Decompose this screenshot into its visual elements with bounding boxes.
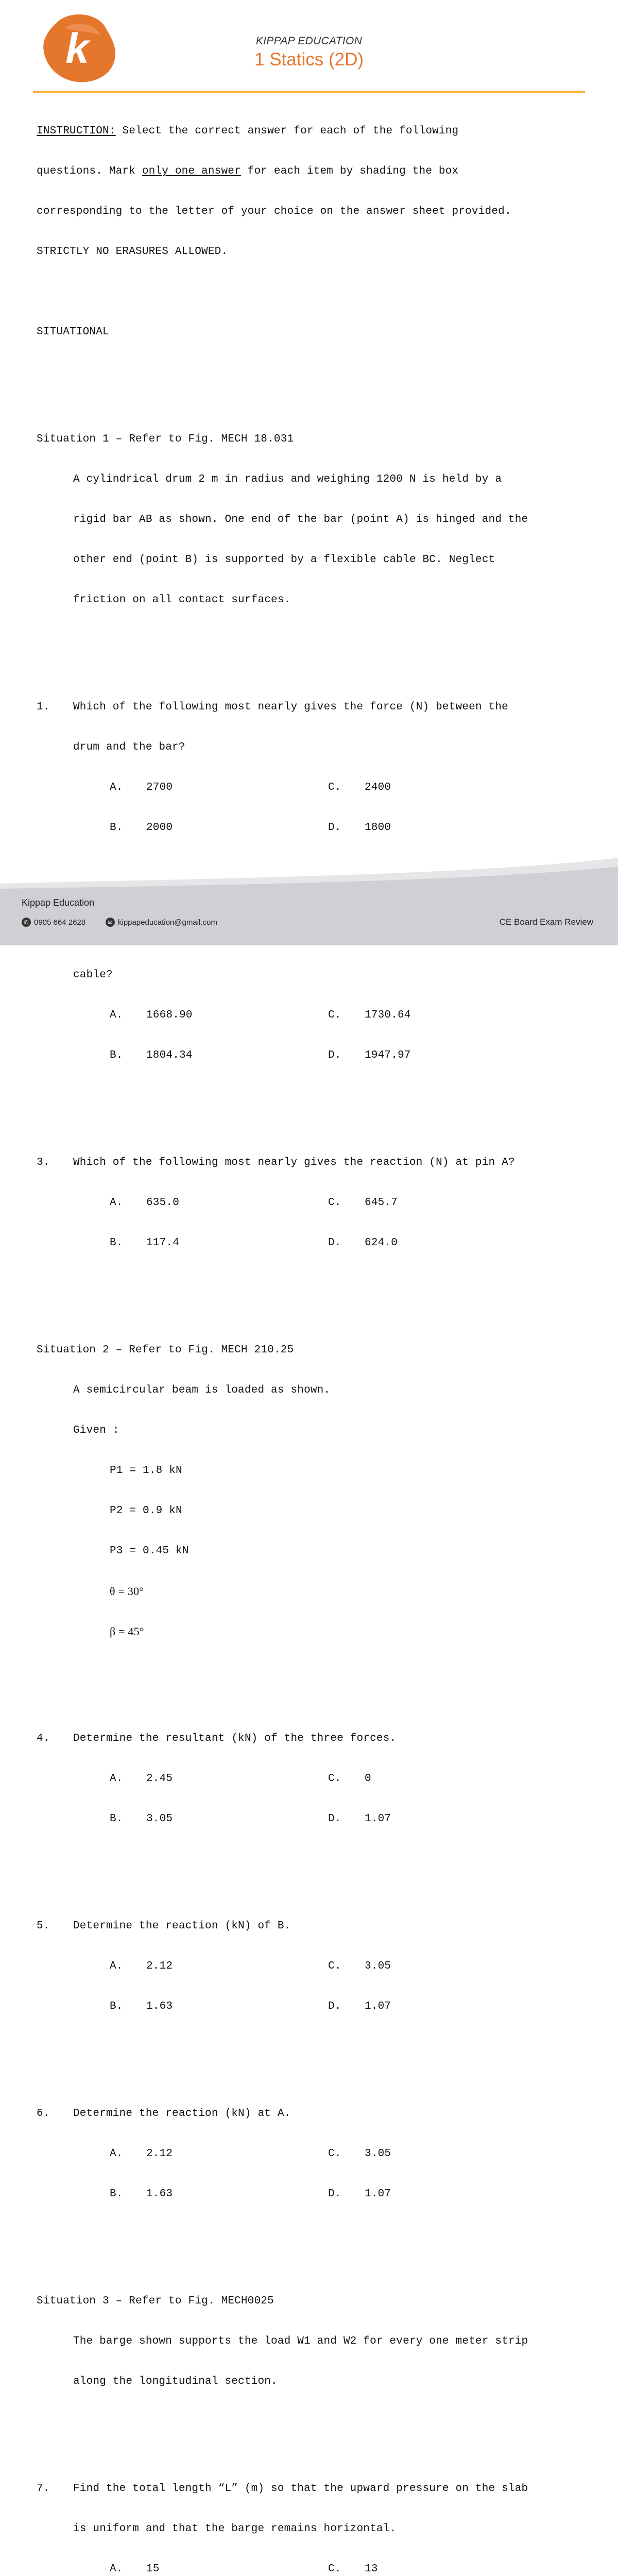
given-theta: θ = 30°: [110, 1585, 144, 1598]
question-number: 5.: [37, 1920, 50, 1932]
choice-a: A. 2700: [110, 782, 173, 793]
given-value: P2 = 0.9 kN: [110, 1505, 182, 1517]
instruction-text: for each item by shading the box: [241, 165, 459, 177]
choice-d: D. 1800: [328, 822, 391, 834]
choice-d: D. 1.07: [328, 2188, 391, 2200]
footer-org: Kippap Education: [22, 897, 95, 908]
instruction-text: corresponding to the letter of your choice on the answer sheet provided.: [37, 206, 511, 217]
given-value: P3 = 0.45 kN: [110, 1545, 189, 1557]
logo-letter: k: [65, 25, 89, 72]
situation-text: A semicircular beam is loaded as shown.: [73, 1384, 331, 1396]
question-text: Determine the reaction (kN) of B.: [73, 1920, 291, 1932]
situation-heading: Situation 1 – Refer to Fig. MECH 18.031: [37, 433, 294, 445]
choice-c: C. 2400: [328, 782, 391, 793]
choice-a: A. 15: [110, 2563, 160, 2575]
situation-text: A cylindrical drum 2 m in radius and weighing 1200 N is held by a: [73, 473, 502, 485]
footer-tagline: CE Board Exam Review: [499, 917, 593, 927]
situation-text: The barge shown supports the load W1 and W2 for every one meter strip: [73, 2335, 528, 2347]
choice-a: A. 1668.90: [110, 1009, 193, 1021]
situation-text: along the longitudinal section.: [73, 2376, 278, 2387]
question-text: Find the total length “L” (m) so that the upward pressure on the slab: [73, 2483, 528, 2495]
choice-row: [37, 1812, 588, 1826]
situation-heading: Situation 3 – Refer to Fig. MECH0025: [37, 2295, 274, 2307]
given-value: P1 = 1.8 kN: [110, 1465, 182, 1477]
choice-d: D. 1.07: [328, 2001, 391, 2012]
situation-heading: Situation 2 – Refer to Fig. MECH 210.25: [37, 1344, 294, 1356]
question-number: 6.: [37, 2108, 50, 2120]
instruction-text: STRICTLY NO ERASURES ALLOWED.: [37, 246, 228, 258]
question-number: 7.: [37, 2483, 50, 2495]
choice-a: A. 635.0: [110, 1197, 180, 1209]
choice-c: C. 3.05: [328, 1960, 391, 1972]
instruction-label: INSTRUCTION:: [37, 125, 116, 137]
choice-c: C. 0: [328, 1773, 371, 1785]
question-text: Determine the resultant (kN) of the three forces.: [73, 1733, 397, 1744]
question: [37, 2107, 588, 2121]
instruction-text: questions. Mark: [37, 165, 142, 177]
question-text: Determine the reaction (kN) at A.: [73, 2108, 291, 2120]
instruction-text: Select the correct answer for each of the following: [115, 125, 459, 137]
choice-row: [37, 2188, 588, 2201]
question-number: 4.: [37, 1733, 50, 1744]
choice-c: C. 645.7: [328, 1197, 398, 1209]
choice-a: A. 2.45: [110, 1773, 173, 1785]
choice-row: [37, 1196, 588, 1210]
situation-text: friction on all contact surfaces.: [73, 594, 291, 606]
header-divider: [33, 91, 585, 93]
question: [37, 1920, 588, 1933]
choice-row: [37, 1009, 588, 1022]
situation-text: other end (point B) is supported by a flexible cable BC. Neglect: [73, 554, 495, 566]
given-beta: β = 45°: [110, 1625, 144, 1638]
question-text: drum and the bar?: [73, 741, 185, 753]
choice-b: B. 117.4: [110, 1237, 180, 1249]
question: [37, 2482, 588, 2496]
choice-d: D. 1947.97: [328, 1049, 411, 1061]
situation-text: rigid bar AB as shown. One end of the bar (point A) is hinged and the: [73, 514, 528, 526]
choice-d: D. 1.07: [328, 1813, 391, 1825]
choice-b: B. 1.63: [110, 2188, 173, 2200]
choice-row: [37, 2563, 588, 2576]
section-label: SITUATIONAL: [37, 326, 109, 338]
choice-d: D. 624.0: [328, 1237, 398, 1249]
choice-row: [37, 1960, 588, 1973]
page-title: 1 Statics (2D): [254, 49, 364, 70]
exam-content: [37, 98, 588, 2576]
choice-row: [37, 821, 588, 835]
question-number: 3.: [37, 1157, 50, 1168]
kippap-logo: [41, 12, 118, 84]
question-text: Which of the following most nearly gives the reaction (N) at pin A?: [73, 1157, 515, 1168]
phone-icon: ✆: [22, 918, 31, 927]
mail-icon: ✉: [106, 918, 115, 927]
choice-b: B. 1804.34: [110, 1049, 193, 1061]
choice-c: C. 13: [328, 2563, 378, 2575]
choice-b: B. 2000: [110, 822, 173, 834]
choice-row: [37, 1049, 588, 1062]
instruction-emphasis: only one answer: [142, 165, 241, 177]
footer-phone: ✆ 0905 664 2628: [22, 918, 85, 927]
question: [37, 1732, 588, 1745]
choice-row: [37, 2000, 588, 2013]
choice-c: C. 1730.64: [328, 1009, 411, 1021]
choice-row: [37, 781, 588, 794]
choice-row: [37, 1236, 588, 1250]
choice-b: B. 1.63: [110, 2001, 173, 2012]
choice-row: [37, 2147, 588, 2161]
brand-name: KIPPAP EDUCATION: [255, 35, 363, 47]
brand-header: [203, 35, 415, 70]
question: [37, 701, 588, 714]
question-text: cable?: [73, 969, 113, 981]
question: [37, 1156, 588, 1170]
choice-b: B. 3.05: [110, 1813, 173, 1825]
choice-a: A. 2.12: [110, 1960, 173, 1972]
choice-a: A. 2.12: [110, 2148, 173, 2160]
choice-row: [37, 1772, 588, 1786]
question-text: is uniform and that the barge remains horizontal.: [73, 2523, 397, 2535]
choice-c: C. 3.05: [328, 2148, 391, 2160]
question-number: 1.: [37, 701, 50, 713]
given-label: Given :: [73, 1425, 119, 1436]
question-text: Which of the following most nearly gives the force (N) between the: [73, 701, 508, 713]
footer-email[interactable]: ✉ kippapeducation@gmail.com: [106, 918, 217, 927]
